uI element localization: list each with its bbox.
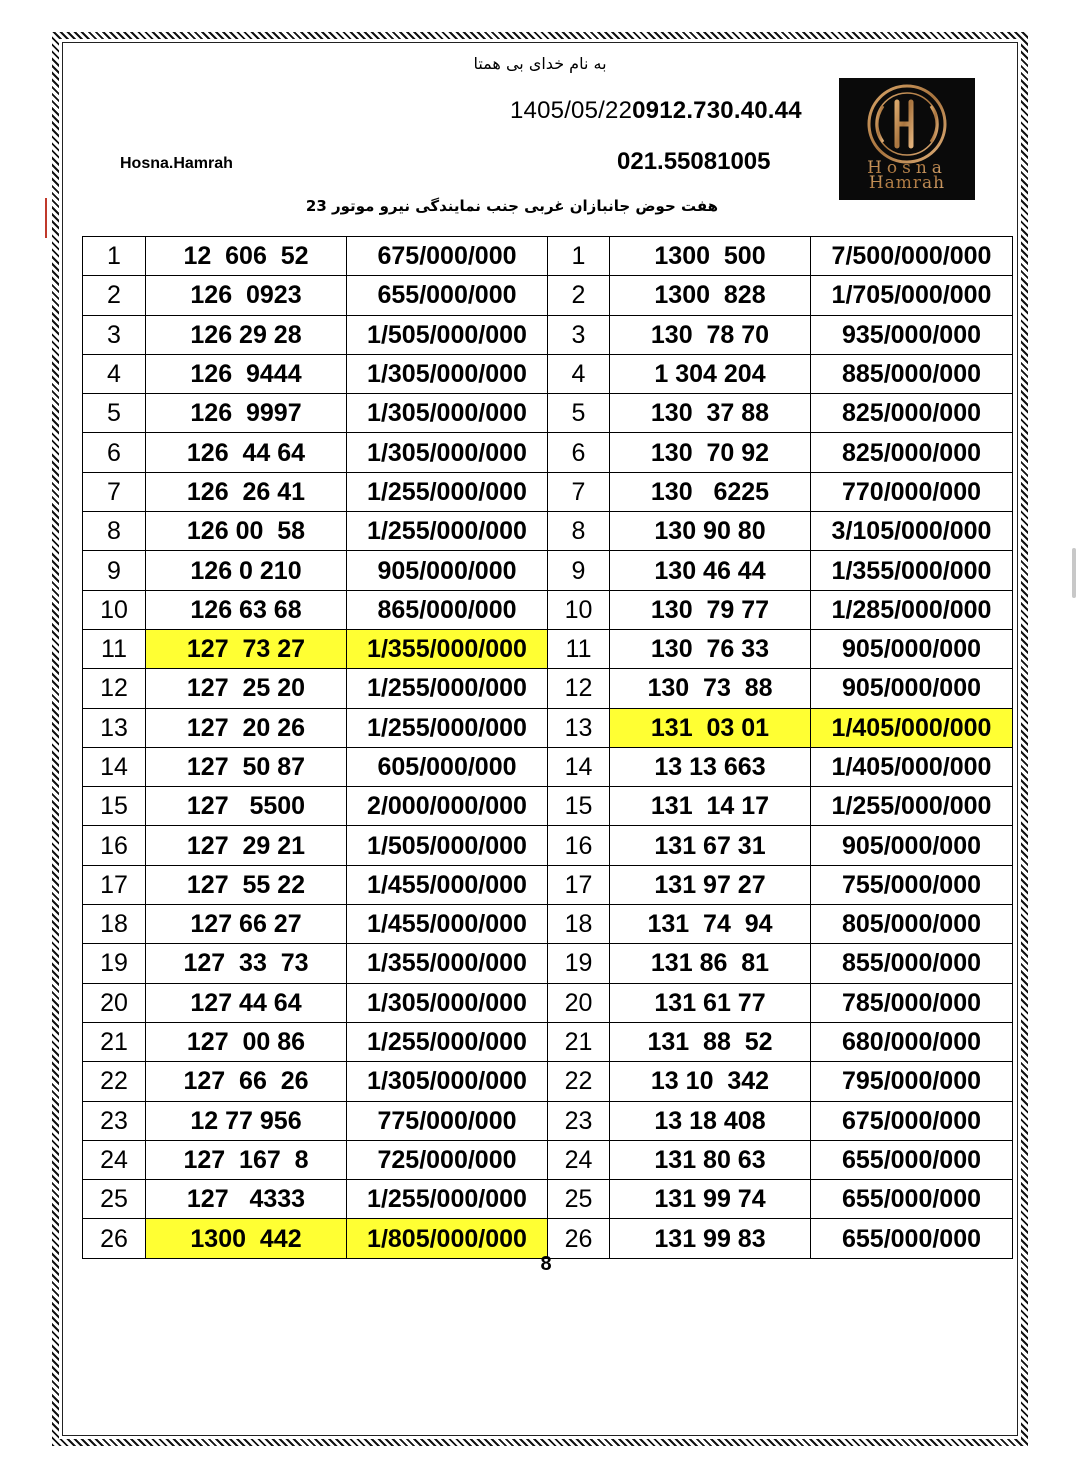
left-index-cell: 19	[83, 944, 146, 983]
right-index-cell: 14	[548, 747, 610, 786]
left-number-cell: 126 26 41	[146, 472, 347, 511]
right-price-cell: 905/000/000	[811, 826, 1013, 865]
right-number-cell: 130 79 77	[610, 590, 811, 629]
right-price-cell: 905/000/000	[811, 669, 1013, 708]
right-price-cell: 1/255/000/000	[811, 787, 1013, 826]
right-index-cell: 9	[548, 551, 610, 590]
page-number: 8	[540, 1253, 552, 1275]
address-subtitle: هفت حوض جانبازان غربی جنب نمایندگی نیرو موتور 23	[305, 197, 719, 215]
left-number-cell: 127 55 22	[146, 865, 347, 904]
right-number-cell: 1 304 204	[610, 354, 811, 393]
right-number-cell: 131 88 52	[610, 1022, 811, 1061]
right-number-cell: 13 10 342	[610, 1062, 811, 1101]
left-price-cell: 1/305/000/000	[347, 1062, 548, 1101]
table-row	[83, 1101, 1013, 1140]
table-row	[83, 1022, 1013, 1061]
table-row	[83, 708, 1013, 747]
brand-name: Hosna.Hamrah	[120, 155, 233, 172]
left-price-cell: 1/505/000/000	[347, 826, 548, 865]
right-number-cell: 131 86 81	[610, 944, 811, 983]
left-number-cell: 126 9997	[146, 394, 347, 433]
left-index-cell: 18	[83, 905, 146, 944]
left-number-cell: 127 5500	[146, 787, 347, 826]
right-index-cell: 20	[548, 983, 610, 1022]
left-index-cell: 15	[83, 787, 146, 826]
left-price-cell: 1/355/000/000	[347, 944, 548, 983]
right-index-cell: 17	[548, 865, 610, 904]
table-row	[83, 669, 1013, 708]
right-number-cell: 130 46 44	[610, 551, 811, 590]
left-price-cell: 1/255/000/000	[347, 472, 548, 511]
left-index-cell: 14	[83, 747, 146, 786]
right-price-cell: 855/000/000	[811, 944, 1013, 983]
left-price-cell: 1/455/000/000	[347, 865, 548, 904]
left-price-cell: 775/000/000	[347, 1101, 548, 1140]
table-row	[83, 354, 1013, 393]
phone-number-price-table	[82, 236, 1013, 1259]
left-number-cell: 127 66 27	[146, 905, 347, 944]
left-price-cell: 1/305/000/000	[347, 983, 548, 1022]
left-index-cell: 2	[83, 276, 146, 315]
left-price-cell: 1/255/000/000	[347, 708, 548, 747]
right-index-cell: 5	[548, 394, 610, 433]
right-index-cell: 12	[548, 669, 610, 708]
right-price-cell: 885/000/000	[811, 354, 1013, 393]
left-number-cell: 127 25 20	[146, 669, 347, 708]
right-price-cell: 7/500/000/000	[811, 237, 1013, 276]
right-index-cell: 24	[548, 1140, 610, 1179]
table-row	[83, 826, 1013, 865]
right-index-cell: 18	[548, 905, 610, 944]
right-number-cell: 130 73 88	[610, 669, 811, 708]
table-row	[83, 590, 1013, 629]
left-number-cell: 126 29 28	[146, 315, 347, 354]
table-row	[83, 512, 1013, 551]
left-price-cell: 1/255/000/000	[347, 512, 548, 551]
right-index-cell: 8	[548, 512, 610, 551]
right-index-cell: 11	[548, 629, 610, 668]
left-index-cell: 25	[83, 1180, 146, 1219]
right-index-cell: 22	[548, 1062, 610, 1101]
left-number-cell: 126 44 64	[146, 433, 347, 472]
left-number-cell: 12 606 52	[146, 237, 347, 276]
right-number-cell: 1300 500	[610, 237, 811, 276]
left-index-cell: 1	[83, 237, 146, 276]
table-row	[83, 433, 1013, 472]
left-price-cell: 1/255/000/000	[347, 669, 548, 708]
right-number-cell: 131 67 31	[610, 826, 811, 865]
left-price-cell: 1/305/000/000	[347, 354, 548, 393]
left-index-cell: 12	[83, 669, 146, 708]
left-index-cell: 4	[83, 354, 146, 393]
table-row	[83, 551, 1013, 590]
right-price-cell: 655/000/000	[811, 1219, 1013, 1258]
left-price-cell: 1/505/000/000	[347, 315, 548, 354]
right-number-cell: 131 97 27	[610, 865, 811, 904]
table-row	[83, 747, 1013, 786]
left-index-cell: 11	[83, 629, 146, 668]
table-row	[83, 237, 1013, 276]
left-number-cell: 127 33 73	[146, 944, 347, 983]
left-number-cell: 126 0923	[146, 276, 347, 315]
right-price-cell: 1/405/000/000	[811, 747, 1013, 786]
right-price-cell: 655/000/000	[811, 1140, 1013, 1179]
right-number-cell: 130 37 88	[610, 394, 811, 433]
right-number-cell: 131 03 01	[610, 708, 811, 747]
right-price-cell: 825/000/000	[811, 394, 1013, 433]
left-index-cell: 9	[83, 551, 146, 590]
left-index-cell: 22	[83, 1062, 146, 1101]
date-text: 1405/05/22	[510, 97, 633, 124]
left-index-cell: 7	[83, 472, 146, 511]
left-number-cell: 126 00 58	[146, 512, 347, 551]
logo-line1: Hosna	[867, 158, 947, 178]
bismillah-text: به نام خدای بی همتا	[473, 54, 607, 73]
right-index-cell: 10	[548, 590, 610, 629]
left-number-cell: 127 50 87	[146, 747, 347, 786]
left-index-cell: 20	[83, 983, 146, 1022]
left-index-cell: 24	[83, 1140, 146, 1179]
right-price-cell: 805/000/000	[811, 905, 1013, 944]
logo-line2: Hamrah	[868, 173, 946, 193]
table-row	[83, 629, 1013, 668]
right-number-cell: 131 99 74	[610, 1180, 811, 1219]
right-price-cell: 655/000/000	[811, 1180, 1013, 1219]
right-index-cell: 1	[548, 237, 610, 276]
right-price-cell: 1/705/000/000	[811, 276, 1013, 315]
right-index-cell: 6	[548, 433, 610, 472]
right-index-cell: 15	[548, 787, 610, 826]
left-index-cell: 8	[83, 512, 146, 551]
left-price-cell: 905/000/000	[347, 551, 548, 590]
right-price-cell: 1/355/000/000	[811, 551, 1013, 590]
left-number-cell: 126 9444	[146, 354, 347, 393]
left-price-cell: 1/255/000/000	[347, 1022, 548, 1061]
right-number-cell: 131 80 63	[610, 1140, 811, 1179]
left-price-cell: 1/805/000/000	[347, 1219, 548, 1258]
right-price-cell: 825/000/000	[811, 433, 1013, 472]
left-price-cell: 675/000/000	[347, 237, 548, 276]
left-index-cell: 3	[83, 315, 146, 354]
margin-mark	[45, 198, 47, 238]
left-price-cell: 605/000/000	[347, 747, 548, 786]
right-number-cell: 130 78 70	[610, 315, 811, 354]
logo-emblem-icon	[839, 78, 975, 200]
left-index-cell: 13	[83, 708, 146, 747]
right-price-cell: 1/405/000/000	[811, 708, 1013, 747]
right-index-cell: 3	[548, 315, 610, 354]
table-row	[83, 787, 1013, 826]
right-price-cell: 680/000/000	[811, 1022, 1013, 1061]
table-row	[83, 983, 1013, 1022]
left-number-cell: 127 29 21	[146, 826, 347, 865]
left-number-cell: 126 63 68	[146, 590, 347, 629]
landline-phone-text: 021.55081005	[617, 148, 771, 175]
left-number-cell: 127 66 26	[146, 1062, 347, 1101]
right-number-cell: 13 13 663	[610, 747, 811, 786]
right-index-cell: 19	[548, 944, 610, 983]
table-row	[83, 276, 1013, 315]
right-price-cell: 785/000/000	[811, 983, 1013, 1022]
left-number-cell: 12 77 956	[146, 1101, 347, 1140]
table-row	[83, 472, 1013, 511]
right-index-cell: 21	[548, 1022, 610, 1061]
left-number-cell: 127 44 64	[146, 983, 347, 1022]
left-price-cell: 1/305/000/000	[347, 394, 548, 433]
left-price-cell: 2/000/000/000	[347, 787, 548, 826]
left-index-cell: 23	[83, 1101, 146, 1140]
right-index-cell: 23	[548, 1101, 610, 1140]
right-number-cell: 1300 828	[610, 276, 811, 315]
table-row	[83, 394, 1013, 433]
date-and-phone	[510, 96, 802, 125]
left-price-cell: 1/455/000/000	[347, 905, 548, 944]
left-number-cell: 127 73 27	[146, 629, 347, 668]
table-row	[83, 905, 1013, 944]
table-row	[83, 1140, 1013, 1179]
left-number-cell: 127 4333	[146, 1180, 347, 1219]
right-index-cell: 7	[548, 472, 610, 511]
right-index-cell: 25	[548, 1180, 610, 1219]
left-price-cell: 725/000/000	[347, 1140, 548, 1179]
right-number-cell: 131 74 94	[610, 905, 811, 944]
right-number-cell: 131 61 77	[610, 983, 811, 1022]
left-index-cell: 10	[83, 590, 146, 629]
left-index-cell: 5	[83, 394, 146, 433]
left-price-cell: 1/355/000/000	[347, 629, 548, 668]
table-row	[83, 865, 1013, 904]
right-index-cell: 2	[548, 276, 610, 315]
mobile-phone-text: 0912.730.40.44	[632, 97, 802, 124]
right-price-cell: 795/000/000	[811, 1062, 1013, 1101]
right-index-cell: 16	[548, 826, 610, 865]
left-index-cell: 21	[83, 1022, 146, 1061]
right-price-cell: 675/000/000	[811, 1101, 1013, 1140]
left-index-cell: 16	[83, 826, 146, 865]
right-index-cell: 26	[548, 1219, 610, 1258]
left-index-cell: 6	[83, 433, 146, 472]
right-price-cell: 935/000/000	[811, 315, 1013, 354]
right-number-cell: 130 70 92	[610, 433, 811, 472]
table-row	[83, 315, 1013, 354]
left-index-cell: 26	[83, 1219, 146, 1258]
left-price-cell: 655/000/000	[347, 276, 548, 315]
left-number-cell: 127 167 8	[146, 1140, 347, 1179]
table-body	[83, 237, 1013, 1259]
right-index-cell: 13	[548, 708, 610, 747]
right-number-cell: 131 99 83	[610, 1219, 811, 1258]
right-number-cell: 130 90 80	[610, 512, 811, 551]
left-number-cell: 127 20 26	[146, 708, 347, 747]
right-price-cell: 770/000/000	[811, 472, 1013, 511]
hosna-hamrah-logo	[839, 78, 975, 200]
right-price-cell: 1/285/000/000	[811, 590, 1013, 629]
right-number-cell: 13 18 408	[610, 1101, 811, 1140]
right-number-cell: 130 6225	[610, 472, 811, 511]
right-price-cell: 3/105/000/000	[811, 512, 1013, 551]
right-price-cell: 755/000/000	[811, 865, 1013, 904]
left-price-cell: 1/255/000/000	[347, 1180, 548, 1219]
left-price-cell: 865/000/000	[347, 590, 548, 629]
left-index-cell: 17	[83, 865, 146, 904]
right-index-cell: 4	[548, 354, 610, 393]
right-price-cell: 905/000/000	[811, 629, 1013, 668]
left-number-cell: 1300 442	[146, 1219, 347, 1258]
left-price-cell: 1/305/000/000	[347, 433, 548, 472]
right-number-cell: 131 14 17	[610, 787, 811, 826]
table-row	[83, 1062, 1013, 1101]
right-number-cell: 130 76 33	[610, 629, 811, 668]
left-number-cell: 127 00 86	[146, 1022, 347, 1061]
scrollbar-thumb[interactable]	[1072, 548, 1076, 598]
left-number-cell: 126 0 210	[146, 551, 347, 590]
table-row	[83, 1180, 1013, 1219]
table-row	[83, 944, 1013, 983]
